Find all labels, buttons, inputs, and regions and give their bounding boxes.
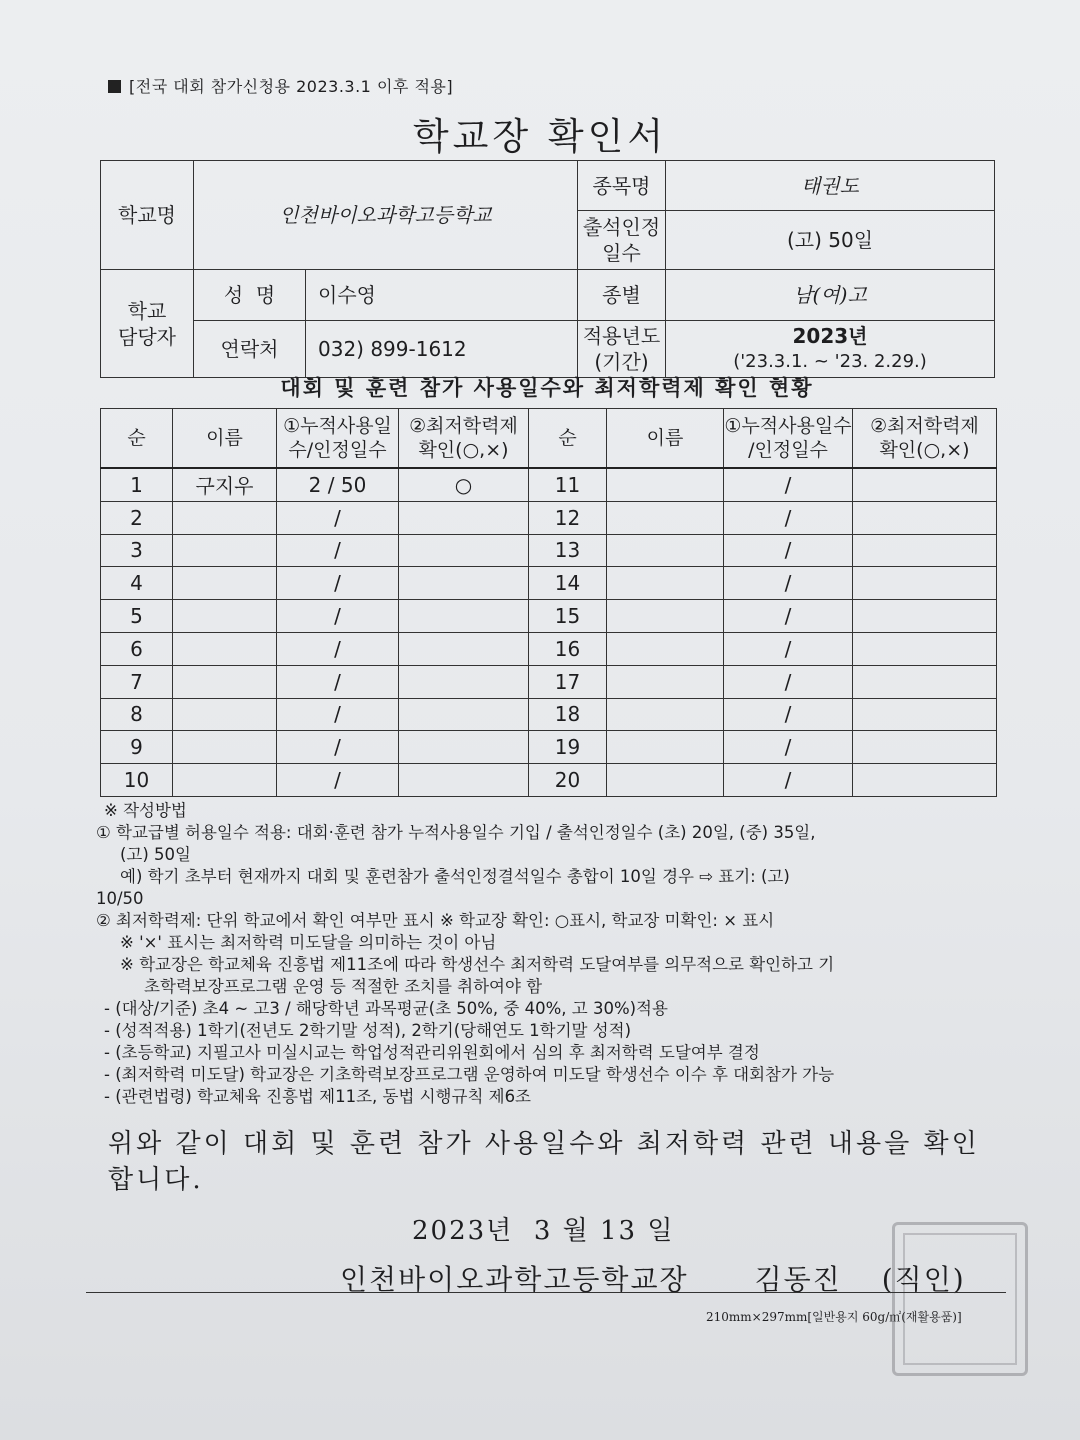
cell-days-right: / [724,698,853,731]
cell-check-right [853,468,997,501]
cell-seq-left: 1 [101,468,173,501]
cell-seq-left: 10 [101,764,173,797]
note-1c: 예) 학기 초부터 현재까지 대회 및 훈련참가 출석인정결석일수 총합이 10일 경우 ⇨ 표기: (고) [120,867,790,886]
cell-check-left [399,665,529,698]
year-value: 2023년 [792,324,868,348]
header-days-left: ①누적사용일 수/인정일수 [277,409,399,469]
cell-check-right [853,698,997,731]
cell-days-left: / [277,534,399,567]
cell-check-right [853,600,997,633]
cell-days-left: / [277,665,399,698]
cell-days-left: / [277,632,399,665]
detail-4: - (최저학력 미도달) 학교장은 기초학력보장프로그램 운영하여 미도달 학생선수 이수 후 대회참가 가능 [104,1065,835,1084]
cell-days-left: / [277,764,399,797]
roster-body [101,468,997,796]
cell-days-left: 2 / 50 [277,468,399,501]
header-seq-right: 순 [529,409,607,469]
cell-name-right [607,665,724,698]
cell-name-right [607,501,724,534]
cell-seq-left: 3 [101,534,173,567]
cell-seq-right: 20 [529,764,607,797]
cell-seq-right: 16 [529,632,607,665]
header-name-right: 이름 [607,409,724,469]
header-name-left: 이름 [173,409,277,469]
notes-heading: ※ 작성방법 [104,801,187,820]
roster-row [101,534,997,567]
year-period: ('23.3.1. ~ '23. 2.29.) [733,351,927,372]
detail-2: - (성적적용) 1학기(전년도 2학기말 성적), 2학기(당해연도 1학기말 성적) [104,1021,632,1040]
cell-name-left [173,764,277,797]
cell-check-left [399,600,529,633]
cell-name-left [173,665,277,698]
cell-seq-right: 14 [529,567,607,600]
cell-check-left [399,632,529,665]
cell-days-right: / [724,534,853,567]
cell-check-left: ○ [399,468,529,501]
cell-check-left [399,567,529,600]
gender-value: 남(여)고 [666,270,995,321]
header-note-text: [전국 대회 참가신청용 2023.3.1 이후 적용] [129,77,454,96]
cell-seq-right: 15 [529,600,607,633]
cell-name-right [607,731,724,764]
cell-days-left: / [277,600,399,633]
document-date: 2023년 3 월 13 일 [412,1216,675,1246]
contact-value: 032) 899-1612 [306,321,578,378]
header-check-left: ②최저학력제 확인(○,×) [399,409,529,469]
cell-name-right [607,600,724,633]
cell-seq-left: 9 [101,731,173,764]
cell-name-right [607,764,724,797]
cell-name-right [607,534,724,567]
manager-label: 학교 담당자 [101,270,194,378]
cell-days-right: / [724,665,853,698]
roster-subtitle: 대회 및 훈련 참가 사용일수와 최저학력제 확인 현황 [280,376,814,400]
attendance-label: 출석인정 일수 [578,211,666,270]
cell-seq-right: 12 [529,501,607,534]
principal-school: 인천바이오과학고등학교장 [340,1263,689,1296]
year-label: 적용년도 (기간) [578,321,666,378]
roster-row [101,567,997,600]
note-2d: 초학력보장프로그램 운영 등 적절한 조치를 취하여야 함 [144,977,543,996]
signature-rule [86,1292,1006,1293]
roster-row [101,501,997,534]
event-label: 종목명 [578,161,666,211]
cell-check-right [853,567,997,600]
instructions [96,800,996,1108]
roster-row [101,468,997,501]
cell-name-right [607,468,724,501]
cell-days-right: / [724,600,853,633]
cell-seq-right: 18 [529,698,607,731]
note-2b: ※ '×' 표시는 최저학력 미도달을 의미하는 것이 아님 [120,933,497,952]
cell-days-right: / [724,731,853,764]
cell-check-right [853,731,997,764]
cell-seq-right: 13 [529,534,607,567]
cell-seq-left: 2 [101,501,173,534]
cell-name-left [173,731,277,764]
school-info-table [100,160,995,378]
cell-seq-left: 7 [101,665,173,698]
detail-5: - (관련법령) 학교체육 진흥법 제11조, 동법 시행규칙 제6조 [104,1087,531,1106]
cell-seq-right: 11 [529,468,607,501]
header-check-right: ②최저학력제 확인(○,×) [853,409,997,469]
cell-check-right [853,534,997,567]
event-value: 태권도 [666,161,995,211]
note-1b: (고) 50일 [120,845,191,864]
cell-seq-left: 4 [101,567,173,600]
roster-row [101,600,997,633]
cell-check-left [399,698,529,731]
header-days-right: ①누적사용일수 /인정일수 [724,409,853,469]
cell-check-left [399,534,529,567]
name-label: 성 명 [194,270,306,321]
year-cell [666,321,995,378]
note-1d: 10/50 [96,889,144,908]
seal-label: (직인) [881,1263,966,1296]
cell-days-right: / [724,501,853,534]
cell-name-left [173,698,277,731]
roster-row [101,764,997,797]
roster-row [101,698,997,731]
school-value: 인천바이오과학고등학교 [194,161,578,270]
school-label: 학교명 [101,161,194,270]
note-2c: ※ 학교장은 학교체육 진흥법 제11조에 따라 학생선수 최저학력 도달여부를 의무적으로 확인하고 기 [120,955,835,974]
cell-check-left [399,501,529,534]
cell-days-right: / [724,632,853,665]
cell-seq-left: 5 [101,600,173,633]
cell-name-right [607,698,724,731]
confirmation-statement: 위와 같이 대회 및 훈련 참가 사용일수와 최저학력 관련 내용을 확인합니다. [108,1129,980,1195]
cell-name-right [607,567,724,600]
header-seq-left: 순 [101,409,173,469]
gender-label: 종별 [578,270,666,321]
cell-name-left [173,534,277,567]
note-2a: ② 최저학력제: 단위 학교에서 확인 여부만 표시 ※ 학교장 확인: ○표시, 학교장 미확인: × 표시 [96,911,775,930]
cell-name-right [607,632,724,665]
cell-seq-right: 19 [529,731,607,764]
square-bullet-icon [108,80,121,93]
cell-days-left: / [277,501,399,534]
detail-3: - (초등학교) 지필고사 미실시교는 학업성적관리위원회에서 심의 후 최저학력 도달여부 결정 [104,1043,760,1062]
cell-check-right [853,501,997,534]
cell-check-left [399,764,529,797]
cell-days-right: / [724,567,853,600]
cell-name-left [173,632,277,665]
cell-days-left: / [277,731,399,764]
note-1a: ① 학교급별 허용일수 적용: 대회·훈련 참가 누적사용일수 기입 / 출석인정일수 (초) 20일, (중) 35일, [96,823,816,842]
roster-table [100,408,997,797]
cell-name-left: 구지우 [173,468,277,501]
cell-seq-right: 17 [529,665,607,698]
paper-spec-footer: 210mm×297mm[일반용지 60g/㎡(재활용품)] [706,1310,962,1324]
cell-days-left: / [277,698,399,731]
cell-name-left [173,501,277,534]
roster-header-row [101,409,997,469]
cell-check-left [399,731,529,764]
cell-check-right [853,764,997,797]
principal-name: 김동진 [754,1263,842,1296]
cell-name-left [173,600,277,633]
contact-label: 연락처 [194,321,306,378]
roster-row [101,632,997,665]
roster-row [101,665,997,698]
roster-row [101,731,997,764]
cell-name-left [173,567,277,600]
cell-days-left: / [277,567,399,600]
cell-seq-left: 6 [101,632,173,665]
cell-days-right: / [724,468,853,501]
document-title: 학교장 확인서 [412,115,668,158]
header-note [108,74,453,97]
cell-check-right [853,665,997,698]
cell-seq-left: 8 [101,698,173,731]
detail-1: - (대상/기준) 초4 ~ 고3 / 해당학년 과목평균(초 50%, 중 40%, 고 30%)적용 [104,999,668,1018]
attendance-value: (고) 50일 [666,211,995,270]
name-value: 이수영 [306,270,578,321]
cell-check-right [853,632,997,665]
official-seal-stamp [892,1222,1028,1376]
cell-days-right: / [724,764,853,797]
